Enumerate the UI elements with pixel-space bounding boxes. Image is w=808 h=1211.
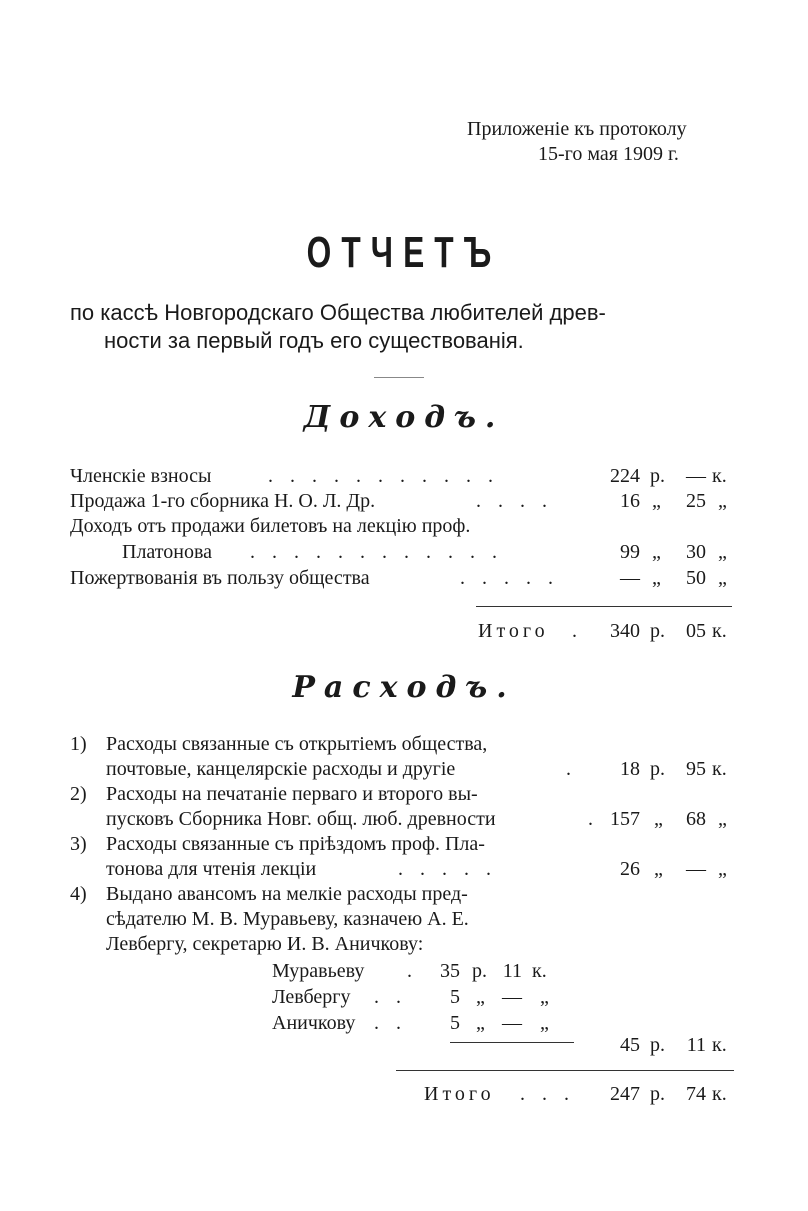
income-total-label: Итого (478, 620, 549, 642)
expense-item-text: почтовые, канцелярскіе расходы и другіе (106, 758, 456, 780)
expense-item-k-unit: „ (718, 858, 727, 880)
advance-r-unit: „ (476, 986, 485, 1008)
subtitle-line-2: ности за первый годъ его существованія. (104, 328, 524, 353)
expense-item-text: Расходы связанные съ открытіемъ общества, (106, 733, 488, 755)
income-row-k-unit: к. (712, 465, 727, 487)
advance-k-unit: „ (540, 1012, 549, 1034)
expense-item-kop: 68 (686, 808, 706, 830)
header-line-1: Приложеніе къ протоколу (467, 118, 687, 140)
ornament-divider (374, 377, 424, 378)
advance-sum-rub: 45 (620, 1034, 640, 1056)
income-row-label: Доходъ отъ продажи билетовъ на лекцію проф. (70, 515, 471, 537)
expense-total-dots: . . . (520, 1083, 575, 1105)
advance-name: Аничкову (272, 1012, 356, 1034)
expense-item-text: тонова для чтенія лекціи (106, 858, 317, 880)
income-row-k-unit: „ (718, 567, 727, 589)
income-total-rub: 340 (610, 620, 640, 642)
expense-item-number: 4) (70, 883, 87, 905)
expense-item-number: 3) (70, 833, 87, 855)
income-row-rub: — (620, 567, 640, 589)
expense-item-text: Расходы связанные съ пріѣздомъ проф. Пла- (106, 833, 485, 855)
income-row-r-unit: р. (650, 465, 665, 487)
income-row-r-unit: „ (652, 567, 661, 589)
expense-item-dot: . (588, 808, 593, 830)
advance-r-unit: „ (476, 1012, 485, 1034)
income-row-label: Продажа 1-го сборника Н. О. Л. Др. (70, 490, 376, 512)
advance-kop: 11 (502, 960, 522, 982)
income-row-kop: 30 (686, 541, 706, 563)
advance-k-unit: „ (540, 986, 549, 1008)
expense-total-label: Итого (424, 1083, 495, 1105)
advance-rub: 5 (450, 1012, 460, 1034)
income-row-r-unit: „ (652, 490, 661, 512)
income-row-rub: 99 (620, 541, 640, 563)
income-row-label: Платонова (122, 541, 213, 563)
income-row-rub: 16 (620, 490, 640, 512)
income-total-kop: 05 (686, 620, 706, 642)
income-row-dots: . . . . . (460, 567, 559, 589)
income-row-rub: 224 (610, 465, 640, 487)
expense-item-dot: . (566, 758, 571, 780)
advance-rub: 35 (440, 960, 460, 982)
expense-item-dots: . . . . . (398, 858, 497, 880)
income-row-kop: 25 (686, 490, 706, 512)
expense-item-r-unit: „ (654, 858, 663, 880)
expense-item-kop: — (686, 858, 706, 880)
income-row-k-unit: „ (718, 541, 727, 563)
expense-item-text: сѣдателю М. В. Муравьеву, казначею А. Е. (106, 908, 469, 930)
subtitle-line-1: по кассѣ Новгородскаго Общества любителей древ- (70, 300, 606, 325)
expense-item-k-unit: к. (712, 758, 727, 780)
expense-item-r-unit: р. (650, 758, 665, 780)
advance-name: Муравьеву (272, 960, 365, 982)
income-total-r-unit: р. (650, 620, 665, 642)
expense-total-k-unit: к. (712, 1083, 727, 1105)
expense-heading: Расходъ. (292, 670, 516, 705)
income-row-label: Членскіе взносы (70, 465, 212, 487)
advance-k-unit: к. (532, 960, 547, 982)
expense-item-text: пусковъ Сборника Новг. общ. люб. древности (106, 808, 496, 830)
income-row-r-unit: „ (652, 541, 661, 563)
expense-item-number: 2) (70, 783, 87, 805)
income-row-dots: . . . . . . . . . . . . (250, 541, 503, 563)
expense-total-rule (396, 1070, 734, 1071)
advance-name: Левбергу (272, 986, 351, 1008)
advance-dots: . . (374, 986, 407, 1008)
header-line-2: 15-го мая 1909 г. (538, 143, 679, 165)
advance-kop: — (502, 1012, 522, 1034)
income-total-dot: . (572, 620, 577, 642)
income-row-dots: . . . . . . . . . . . (268, 465, 499, 487)
advance-sum-k-unit: к. (712, 1034, 727, 1056)
advance-rub: 5 (450, 986, 460, 1008)
expense-item-text: Расходы на печатаніе перваго и второго вы- (106, 783, 478, 805)
expense-item-rub: 26 (620, 858, 640, 880)
advance-sum-r-unit: р. (650, 1034, 665, 1056)
income-total-rule (476, 606, 732, 607)
income-heading: Доходъ. (303, 400, 505, 435)
expense-item-text: Левбергу, секретарю И. В. Аничкову: (106, 933, 424, 955)
expense-total-rub: 247 (610, 1083, 640, 1105)
expense-item-rub: 18 (620, 758, 640, 780)
expense-item-text: Выдано авансомъ на мелкіе расходы пред- (106, 883, 468, 905)
income-total-k-unit: к. (712, 620, 727, 642)
expense-item-r-unit: „ (654, 808, 663, 830)
advance-sum-rule (450, 1042, 574, 1043)
expense-item-rub: 157 (610, 808, 640, 830)
income-row-k-unit: „ (718, 490, 727, 512)
advance-r-unit: р. (472, 960, 487, 982)
income-row-dots: . . . . (476, 490, 553, 512)
expense-item-number: 1) (70, 733, 87, 755)
advance-dots: . . (374, 1012, 407, 1034)
advance-sum-kop: 11 (686, 1034, 706, 1056)
expense-total-r-unit: р. (650, 1083, 665, 1105)
advance-dots: . (407, 960, 412, 982)
advance-kop: — (502, 986, 522, 1008)
income-row-label: Пожертвованія въ пользу общества (70, 567, 370, 589)
document-title: ОТЧЕТЪ (306, 228, 502, 277)
expense-total-kop: 74 (686, 1083, 706, 1105)
expense-item-k-unit: „ (718, 808, 727, 830)
income-row-kop: 50 (686, 567, 706, 589)
income-row-kop: — (686, 465, 706, 487)
expense-item-kop: 95 (686, 758, 706, 780)
